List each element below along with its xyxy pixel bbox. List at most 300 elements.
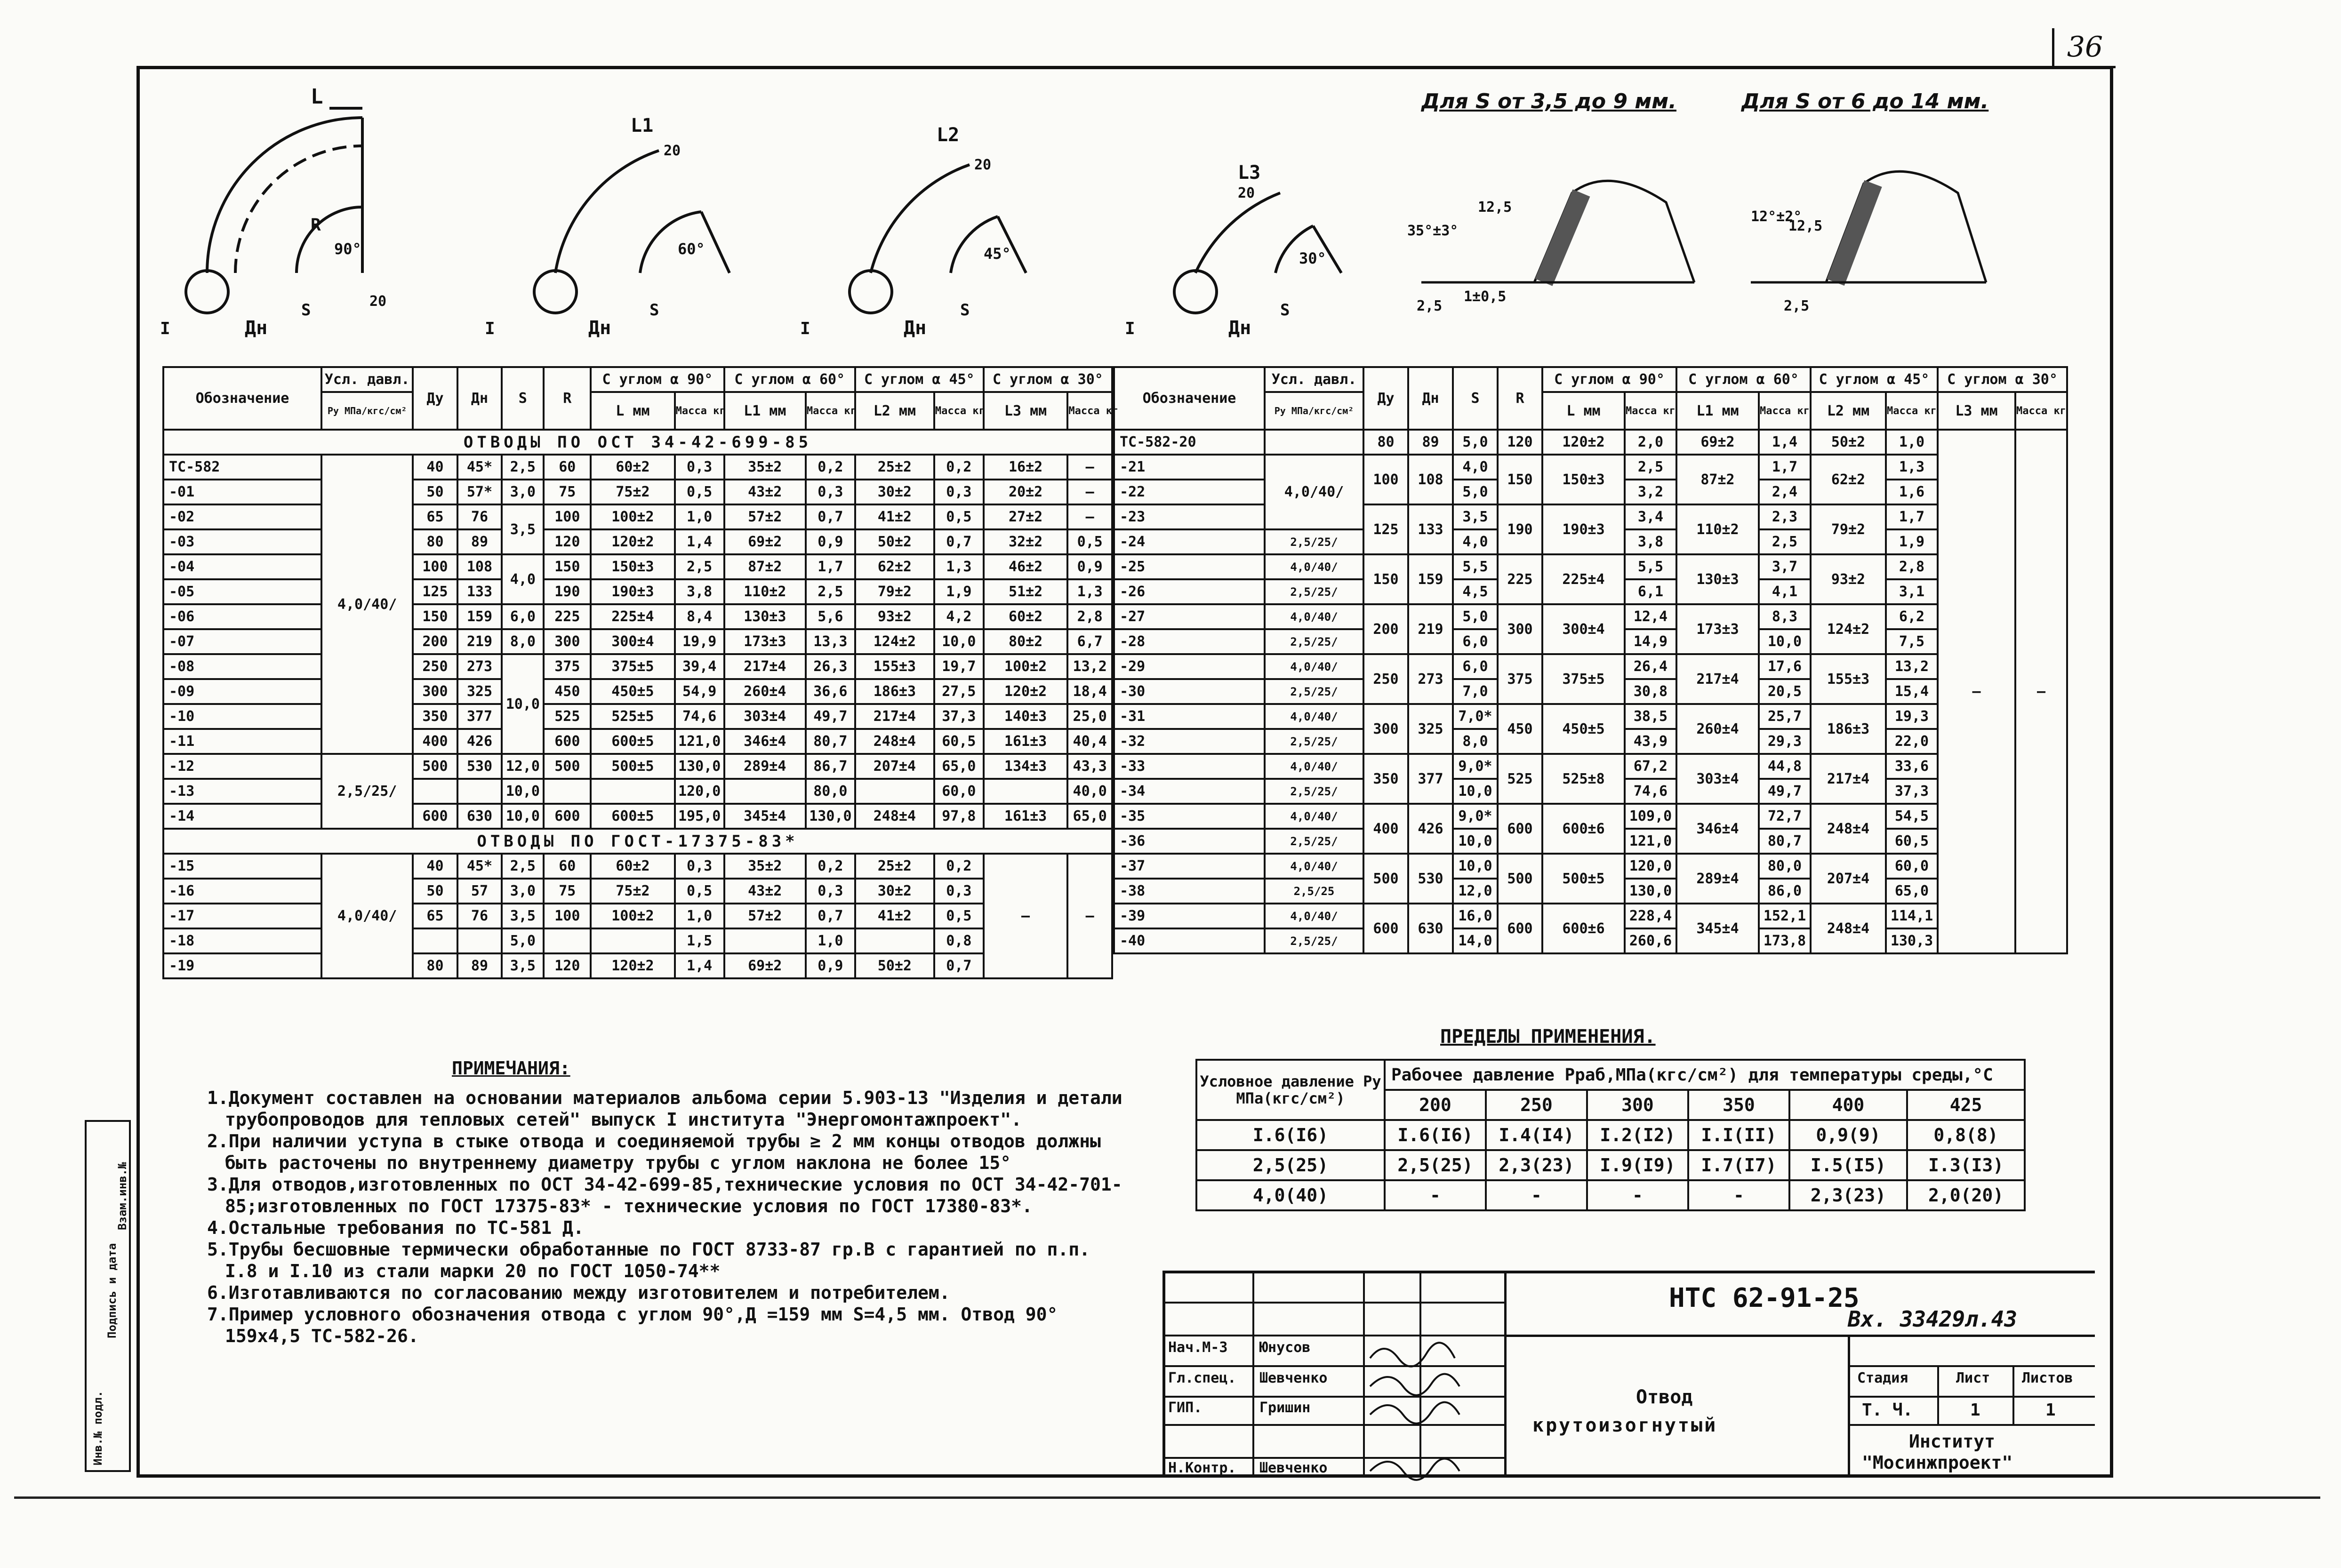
table-cell: 100±2 (984, 654, 1067, 679)
dim-S-4: S (1280, 301, 1290, 320)
table-cell: 186±3 (855, 679, 934, 704)
row-designation: -23 (1114, 504, 1265, 529)
dim-Dn-1: Дн (245, 317, 268, 339)
table-cell: 50±2 (855, 529, 934, 554)
table-cell: 525±5 (591, 704, 674, 729)
table-cell: 152,1 (1759, 904, 1811, 928)
table-cell: 150 (1363, 554, 1408, 604)
table-cell: 200 (1363, 604, 1408, 654)
dim-Dn-4: Дн (1228, 317, 1251, 339)
table-cell: L2 мм (855, 392, 934, 430)
table-cell: 0,7 (806, 504, 855, 529)
table-cell: 250 (413, 654, 457, 679)
table-cell: 14,0 (1453, 928, 1498, 953)
dash-mass30: — (2015, 430, 2067, 953)
table-cell: 62±2 (1811, 455, 1886, 504)
spec-table-right (1113, 366, 2068, 954)
table-cell: 248±4 (855, 729, 934, 754)
table-cell: 100 (413, 554, 457, 579)
table-cell: 190 (544, 579, 591, 604)
table-cell: 110±2 (724, 579, 806, 604)
table-cell: L1 мм (724, 392, 806, 430)
table-cell: 120±2 (591, 529, 674, 554)
table-cell: 2,3 (1759, 504, 1811, 529)
table-cell: 50 (413, 480, 457, 504)
role-4: Н.Контр. (1168, 1460, 1236, 1476)
table-cell: 0,5 (1067, 529, 1112, 554)
table-cell: 10,0 (1759, 629, 1811, 654)
table-row (1114, 455, 2067, 480)
table-cell: 25,0 (1067, 704, 1112, 729)
angle-35: 35°±3° (1407, 223, 1459, 239)
table-cell: 3,5 (502, 904, 544, 928)
table-cell: 93±2 (855, 604, 934, 629)
table-cell: 57±2 (724, 904, 806, 928)
pressure-merged-b: 2,5/25/ (321, 754, 413, 829)
table-cell: 20±2 (984, 480, 1067, 504)
table-cell: S (1453, 367, 1498, 430)
table-cell: 0,3 (934, 879, 984, 904)
table-cell: С углом α 90° (1542, 367, 1676, 392)
pressure-merged-c: 4,0/40/ (321, 854, 413, 978)
col-pressure-unit: Py МПа/кгс/см² (321, 392, 413, 430)
table-cell: 0,8(8) (1907, 1120, 2025, 1150)
table-cell: Масса кг (1759, 392, 1811, 430)
table-cell: 97,8 (934, 804, 984, 829)
table-cell: 3,2 (1625, 480, 1676, 504)
table-cell: 225±4 (591, 604, 674, 629)
table-cell: 7,5 (1886, 629, 1938, 654)
row-designation: ТС-582 (163, 455, 321, 480)
table-cell: 207±4 (855, 754, 934, 779)
table-cell: 2,5 (502, 455, 544, 480)
table-cell: 186±3 (1811, 704, 1886, 754)
table-cell: 4,0/40/ (1265, 754, 1363, 779)
note-item: 4.Остальные требования по ТС-581 Д. (207, 1217, 584, 1238)
table-cell: 10,0 (502, 654, 544, 754)
table-cell: 120 (1498, 430, 1542, 455)
table-row (1114, 654, 2067, 679)
table-cell: 217±4 (724, 654, 806, 679)
table-cell: 150 (413, 604, 457, 629)
table-cell: 0,5 (934, 904, 984, 928)
table-cell: 46±2 (984, 554, 1067, 579)
org-2: "Мосинжпроект" (1862, 1452, 2013, 1473)
name-3: Гришин (1259, 1400, 1311, 1416)
table-cell: 54,5 (1886, 804, 1938, 829)
inventory-number: Вх. 33429л.43 (1848, 1306, 2018, 1332)
table-cell: 25±2 (855, 854, 934, 879)
table-cell: 1,3 (1886, 455, 1938, 480)
table-cell: 87±2 (1676, 455, 1759, 504)
table-cell: 57±2 (724, 504, 806, 529)
group-60: С углом α 60° (724, 367, 855, 392)
table-cell: 57 (457, 879, 502, 904)
table-cell: 525 (544, 704, 591, 729)
table-cell: 62±2 (855, 554, 934, 579)
col-designation: Обозначение (1114, 367, 1265, 430)
table-cell: 450±5 (591, 679, 674, 704)
table-cell: 346±4 (724, 729, 806, 754)
table-cell: 225 (1498, 554, 1542, 604)
table-cell: 120±2 (1542, 430, 1625, 455)
table-cell: 6,1 (1625, 579, 1676, 604)
table-cell: 32±2 (984, 529, 1067, 554)
row-designation: -40 (1114, 928, 1265, 953)
table-cell: I.5(I5) (1789, 1150, 1907, 1180)
table-cell: 600±6 (1542, 904, 1625, 953)
section-I-3: I (800, 319, 810, 338)
table-cell: 69±2 (1676, 430, 1759, 455)
table-cell: 1,3 (1067, 579, 1112, 604)
table-cell: 3,1 (1886, 579, 1938, 604)
table-cell: 13,2 (1886, 654, 1938, 679)
n125-2: 12,5 (1788, 218, 1823, 234)
table-cell: 377 (1408, 754, 1453, 804)
table-cell: 89 (1408, 430, 1453, 455)
name-1: Юнусов (1259, 1339, 1311, 1356)
table-cell: 0,3 (806, 879, 855, 904)
sheet-header: Лист (1956, 1370, 1990, 1386)
row-designation: -36 (1114, 829, 1265, 854)
table-cell: 0,8 (934, 928, 984, 953)
table-cell: 289±4 (1676, 854, 1759, 904)
table-cell: 100 (1363, 455, 1408, 504)
table-cell: 3,5 (502, 504, 544, 554)
row-designation: -15 (163, 854, 321, 879)
sheets-value: 1 (2045, 1400, 2056, 1420)
table-cell: I.I(II) (1688, 1120, 1789, 1150)
table-row (163, 529, 1112, 554)
table-cell: 0,9 (806, 529, 855, 554)
table-cell: 630 (1408, 904, 1453, 953)
table-row (163, 904, 1112, 928)
row-designation: -25 (1114, 554, 1265, 579)
row-designation: -24 (1114, 529, 1265, 554)
doc-title-1: Отвод (1636, 1386, 1693, 1408)
table-cell: С углом α 60° (1676, 367, 1811, 392)
row-designation: -39 (1114, 904, 1265, 928)
table-cell: 217±4 (1811, 754, 1886, 804)
table-cell: 37,3 (1886, 779, 1938, 804)
table-row (163, 654, 1112, 679)
table-cell: 161±3 (984, 729, 1067, 754)
table-cell: 2,5(25) (1196, 1150, 1385, 1180)
table-cell: 155±3 (1811, 654, 1886, 704)
col-r: R (544, 367, 591, 430)
table-cell: 0,2 (934, 455, 984, 480)
table-cell: 2,5 (502, 854, 544, 879)
row-designation: -03 (163, 529, 321, 554)
table-row (1114, 604, 2067, 629)
role-1: Нач.М-3 (1168, 1339, 1228, 1356)
table-cell: 40,0 (1067, 779, 1112, 804)
table-cell: 325 (457, 679, 502, 704)
table-cell: 0,2 (934, 854, 984, 879)
table-cell: 120±2 (591, 953, 674, 978)
doc-code: НТС 62-91-25 (1669, 1283, 1860, 1313)
table-cell: 133 (1408, 504, 1453, 554)
table-cell: 350 (1363, 754, 1408, 804)
note-item: 1.Документ составлен на основании материалов альбома серии 5.903-13 "Изделия и детали трубопроводов для тепловых сетей" выпуск I института "Энергомонтажпроект". (207, 1088, 1122, 1130)
table-cell: 500 (413, 754, 457, 779)
table-cell: 426 (1408, 804, 1453, 854)
table-cell: 1,4 (675, 953, 724, 978)
table-cell: I.6(I6) (1385, 1120, 1486, 1150)
table-cell: 9,0* (1453, 804, 1498, 829)
table-cell: 130,0 (1625, 879, 1676, 904)
table-cell: Дн (1408, 367, 1453, 430)
table-cell: 67,2 (1625, 754, 1676, 779)
row-designation: -38 (1114, 879, 1265, 904)
row-designation: -06 (163, 604, 321, 629)
table-cell: 4,2 (934, 604, 984, 629)
table-cell: 2,5 (1759, 529, 1811, 554)
table-cell: 65,0 (1886, 879, 1938, 904)
table-cell: 0,7 (806, 904, 855, 928)
table-cell: 6,0 (502, 604, 544, 629)
table-cell: L мм (1542, 392, 1625, 430)
table-row (163, 554, 1112, 579)
row-designation: -05 (163, 579, 321, 604)
table-cell: 217±4 (855, 704, 934, 729)
table-cell: 289±4 (724, 754, 806, 779)
table-cell: 60,5 (1886, 829, 1938, 854)
table-cell: 300 (1363, 704, 1408, 754)
table-cell: 4,0 (502, 554, 544, 604)
outer-line (14, 1496, 2320, 1499)
table-cell: 5,6 (806, 604, 855, 629)
table-cell: — (1067, 480, 1112, 504)
row-designation: -01 (163, 480, 321, 504)
table-cell: 190 (1498, 504, 1542, 554)
table-row (163, 779, 1112, 804)
table-cell: 30±2 (855, 480, 934, 504)
limits-table (1195, 1059, 2026, 1211)
table-cell: 65,0 (1067, 804, 1112, 829)
temp-header: 300 (1587, 1090, 1688, 1120)
table-cell: 60±2 (984, 604, 1067, 629)
table-row (1114, 704, 2067, 729)
table-row (1114, 804, 2067, 829)
table-cell: 2,5/25/ (1265, 779, 1363, 804)
sidebar-inv: Инв.№ подл. (91, 1391, 104, 1465)
doc-title-2: крутоизогнутый (1532, 1415, 1718, 1436)
table-cell: 18,4 (1067, 679, 1112, 704)
row-designation: -34 (1114, 779, 1265, 804)
table-cell: 2,5/25/ (1265, 729, 1363, 754)
limits-title: ПРЕДЕЛЫ ПРИМЕНЕНИЯ. (1440, 1026, 1656, 1048)
table-cell: 2,5/25/ (1265, 629, 1363, 654)
table-row (163, 679, 1112, 704)
table-cell: 120 (544, 529, 591, 554)
spec-table-left (162, 366, 1119, 979)
table-cell: 65 (413, 904, 457, 928)
table-cell: 10,0 (1453, 829, 1498, 854)
table-cell: 10,0 (1453, 854, 1498, 879)
sheet-number: 36 (2052, 28, 2116, 68)
table-cell: 303±4 (1676, 754, 1759, 804)
table-cell: 30±2 (855, 879, 934, 904)
table-cell: 12,0 (502, 754, 544, 779)
table-cell: 74,6 (675, 704, 724, 729)
title-block (1162, 1271, 2095, 1476)
table-row (163, 729, 1112, 754)
table-cell (591, 779, 674, 804)
row-designation: -21 (1114, 455, 1265, 480)
table-cell: 200 (413, 629, 457, 654)
table-cell: 195,0 (675, 804, 724, 829)
table-cell: 3,5 (502, 953, 544, 978)
table-cell: 50 (413, 879, 457, 904)
table-cell: 8,0 (1453, 729, 1498, 754)
table-cell: 124±2 (855, 629, 934, 654)
table-cell: 130,0 (675, 754, 724, 779)
table-cell: 100 (544, 504, 591, 529)
table-cell: 150±3 (1542, 455, 1625, 504)
table-cell: 1,0 (675, 904, 724, 928)
table-cell (413, 779, 457, 804)
table-cell: 60,0 (934, 779, 984, 804)
limits-head-right: Рабочее давление Рраб,МПа(кгс/см²) для температуры среды,°С (1385, 1060, 2025, 1090)
table-cell: 260,6 (1625, 928, 1676, 953)
table-cell: 0,9 (1067, 554, 1112, 579)
table-cell (855, 779, 934, 804)
table-cell: 13,2 (1067, 654, 1112, 679)
table-cell: 120±2 (984, 679, 1067, 704)
table-cell: 150 (1498, 455, 1542, 504)
table-cell: С углом α 45° (1811, 367, 1938, 392)
table-cell: 41±2 (855, 904, 934, 928)
table-cell: 40,4 (1067, 729, 1112, 754)
table-cell: 4,0/40/ (1265, 604, 1363, 629)
temp-header: 250 (1486, 1090, 1587, 1120)
table-cell: 225 (544, 604, 591, 629)
row-designation: -07 (163, 629, 321, 654)
table-cell: 45* (457, 455, 502, 480)
col-designation: Обозначение (163, 367, 321, 430)
limits-head-left: Условное давление Py МПа(кгс/см²) (1196, 1060, 1385, 1120)
table-cell: 375 (1498, 654, 1542, 704)
table-cell: 75 (544, 480, 591, 504)
n20-2: 20 (664, 143, 681, 159)
table-cell: 3,8 (1625, 529, 1676, 554)
table-cell: 450 (1498, 704, 1542, 754)
table-cell: 79±2 (1811, 504, 1886, 554)
table-cell: 500±5 (591, 754, 674, 779)
table-cell: - (1385, 1180, 1486, 1210)
row-designation: -09 (163, 679, 321, 704)
table-cell: I.4(I4) (1486, 1120, 1587, 1150)
table-row (1196, 1120, 2025, 1150)
table-cell: 5,5 (1625, 554, 1676, 579)
table-cell: I.2(I2) (1587, 1120, 1688, 1150)
temp-header: 400 (1789, 1090, 1907, 1120)
dim-R: R (311, 216, 321, 235)
table-cell: 54,9 (675, 679, 724, 704)
table-cell: 87±2 (724, 554, 806, 579)
table-cell (413, 928, 457, 953)
table-cell: 0,3 (934, 480, 984, 504)
table-cell: 40 (413, 854, 457, 879)
table-cell: Масса кг (2015, 392, 2067, 430)
table-cell: 27,5 (934, 679, 984, 704)
table-cell: 133 (457, 579, 502, 604)
table-cell: 29,3 (1759, 729, 1811, 754)
label-s-small: Для S от 3,5 до 9 мм. (1421, 89, 1676, 113)
row-designation: -35 (1114, 804, 1265, 829)
table-cell: 80 (1363, 430, 1408, 455)
table-cell: 248±4 (1811, 804, 1886, 854)
row-designation: -14 (163, 804, 321, 829)
table-row (1114, 904, 2067, 928)
table-cell: 100 (544, 904, 591, 928)
table-cell: 27±2 (984, 504, 1067, 529)
table-cell: 4,1 (1759, 579, 1811, 604)
table-row (1114, 430, 2067, 455)
table-cell: I.7(I7) (1688, 1150, 1789, 1180)
table-cell: 69±2 (724, 953, 806, 978)
table-cell: 1,4 (1759, 430, 1811, 455)
table-cell: 15,4 (1886, 679, 1938, 704)
table-cell: 248±4 (1811, 904, 1886, 953)
table-cell: 159 (457, 604, 502, 629)
table-cell: 248±4 (855, 804, 934, 829)
table-cell: - (1486, 1180, 1587, 1210)
row-designation: -33 (1114, 754, 1265, 779)
table-cell: 14,9 (1625, 629, 1676, 654)
table-cell: 155±3 (855, 654, 934, 679)
table-cell: 0,2 (806, 854, 855, 879)
table-cell: 273 (457, 654, 502, 679)
table-cell: 60,0 (1886, 854, 1938, 879)
table-cell: 130±3 (724, 604, 806, 629)
table-row (163, 953, 1112, 978)
group-90: С углом α 90° (591, 367, 724, 392)
table-cell: I.6(I6) (1196, 1120, 1385, 1150)
table-cell: 80,7 (806, 729, 855, 754)
table-cell: 2,0 (1625, 430, 1676, 455)
table-cell: 400 (413, 729, 457, 754)
table-cell (724, 928, 806, 953)
table-cell: 1,7 (806, 554, 855, 579)
table-cell: 250 (1363, 654, 1408, 704)
section-ost: ОТВОДЫ ПО ОСТ 34-42-699-85 (163, 430, 1112, 455)
table-cell: 2,5/25/ (1265, 928, 1363, 953)
pressure-merged-a: 4,0/40/ (321, 455, 413, 754)
table-cell: 1,7 (1759, 455, 1811, 480)
table-cell: 12,4 (1625, 604, 1676, 629)
role-3: ГИП. (1168, 1400, 1203, 1416)
note-item: 2.При наличии уступа в стыке отвода и соединяемой трубы ≥ 2 мм концы отводов должны быть расточены по внутреннему диаметру трубы с углом наклона не более 15° (207, 1131, 1101, 1173)
table-cell: С углом α 30° (1938, 367, 2067, 392)
table-row (1196, 1180, 2025, 1210)
table-cell: 35±2 (724, 455, 806, 480)
table-cell: 134±3 (984, 754, 1067, 779)
col-s: S (502, 367, 544, 430)
table-cell: R (1498, 367, 1542, 430)
dim-L3: L3 (1238, 162, 1261, 184)
row-designation: -19 (163, 953, 321, 978)
table-cell: 50±2 (1811, 430, 1886, 455)
table-cell: 50±2 (855, 953, 934, 978)
table-cell: 300±4 (591, 629, 674, 654)
table-cell: 260±4 (1676, 704, 1759, 754)
table-cell: 7,0* (1453, 704, 1498, 729)
row-designation: -27 (1114, 604, 1265, 629)
table-cell: Масса кг (806, 392, 855, 430)
table-row (1114, 854, 2067, 879)
